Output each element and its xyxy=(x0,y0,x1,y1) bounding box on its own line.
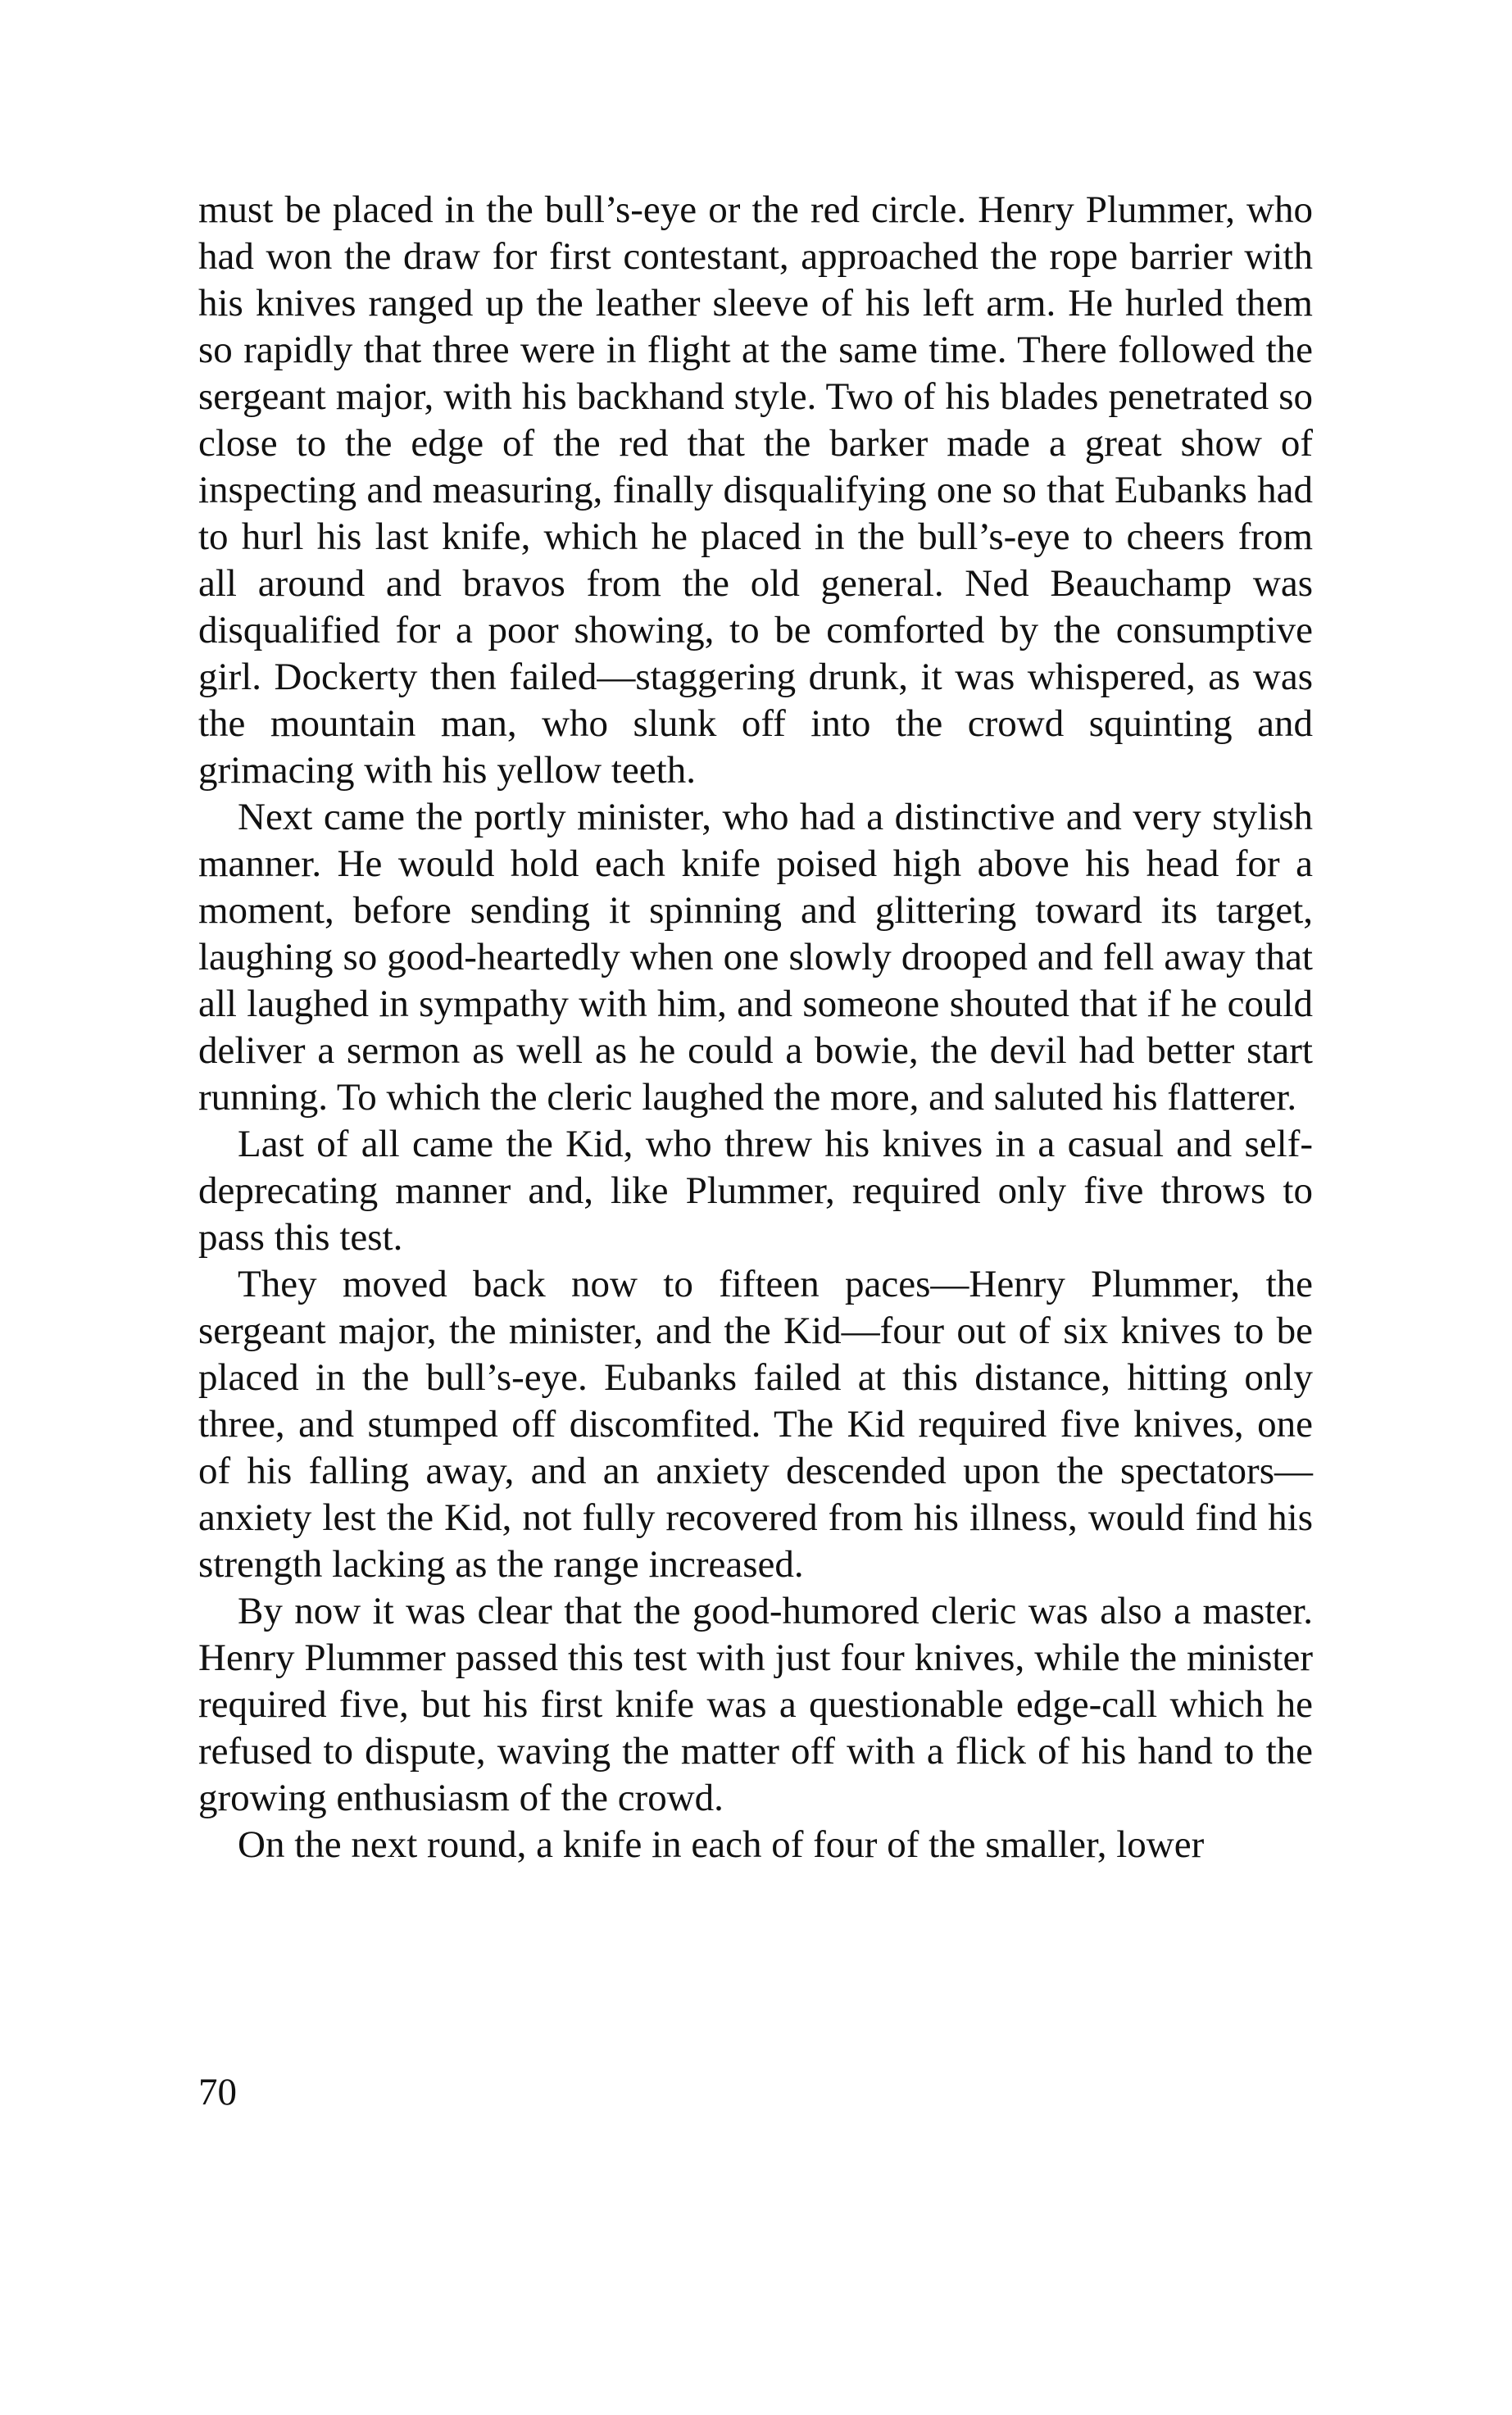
body-text xyxy=(198,187,1313,1868)
paragraph-2: Next came the portly minister, who had a distinctive and very stylish manner. He would hold each knife poised high above his head for a moment, before sending it spinning and glittering toward its target, laughing so good-heartedly when one slowly drooped and fell away that all laughed in sympathy with him, and someone shouted that if he could deliver a sermon as well as he could a bowie, the devil had better start running. To which the cleric laughed the more, and saluted his flatterer. xyxy=(198,796,1313,1119)
page-number: 70 xyxy=(198,2071,237,2113)
paragraph-1: must be placed in the bull’s-eye or the red circle. Henry Plummer, who had won the draw for first contestant, approached the rope barrier with his knives ranged up the leather sleeve of his left arm. He hurled them so rapidly that three were in flight at the same time. There followed the sergeant major, with his backhand style. Two of his blades penetrated so close to the edge of the red that the barker made a great show of inspecting and measuring, finally disqualifying one so that Eubanks had to hurl his last knife, which he placed in the bull’s-eye to cheers from all around and bravos from the old general. Ned Beauchamp was disqualified for a poor showing, to be comforted by the consumptive girl. Dockerty then failed—staggering drunk, it was whispered, as was the mountain man, who slunk off into the crowd squinting and grimacing with his yellow teeth. xyxy=(198,188,1313,792)
paragraph-5: By now it was clear that the good-humored cleric was also a master. Henry Plummer passed this test with just four knives, while the minister required five, but his first knife was a questionable edge-call which he refused to dispute, waving the matter off with a flick of his hand to the growing enthusiasm of the crowd. xyxy=(198,1590,1313,1819)
paragraph-3: Last of all came the Kid, who threw his knives in a casual and self-deprecating manner and, like Plummer, required only five throws to pass this test. xyxy=(198,1123,1313,1259)
paragraph-6: On the next round, a knife in each of four of the smaller, lower xyxy=(238,1823,1205,1866)
paragraph-4: They moved back now to fifteen paces—Henry Plummer, the sergeant major, the minister, and the Kid—four out of six knives to be placed in the bull’s-eye. Eubanks failed at this distance, hitting only three, and stumped off discomfited. The Kid required five knives, one of his falling away, and an anxiety descended upon the spectators—anxiety lest the Kid, not fully recovered from his illness, would find his strength lacking as the range increased. xyxy=(198,1263,1313,1586)
